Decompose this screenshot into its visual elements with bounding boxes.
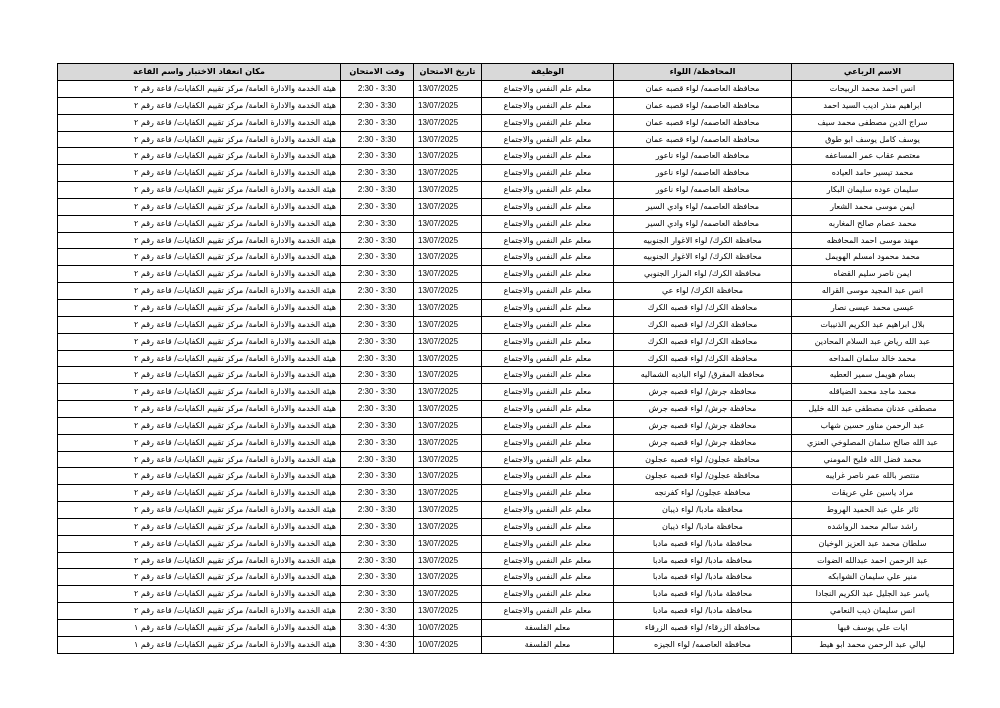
cell-time: 2:30 - 3:30 [341, 401, 414, 418]
table-row [58, 350, 954, 367]
cell-date: 13/07/2025 [414, 401, 482, 418]
table-row [58, 417, 954, 434]
cell-date: 13/07/2025 [414, 552, 482, 569]
cell-job: معلم علم النفس والاجتماع [482, 367, 614, 384]
cell-governorate: محافظة الكرك/ لواء قصبه الكرك [614, 333, 792, 350]
cell-governorate: محافظة مادبا/ لواء ذيبان [614, 518, 792, 535]
table-row [58, 401, 954, 418]
cell-job: معلم علم النفس والاجتماع [482, 283, 614, 300]
cell-job: معلم علم النفس والاجتماع [482, 535, 614, 552]
cell-job: معلم علم النفس والاجتماع [482, 586, 614, 603]
cell-place: هيئة الخدمة والادارة العامة/ مركز تقييم الكفايات/ قاعة رقم ٢ [58, 518, 341, 535]
cell-name: محمد محمود امسلم الهويمل [792, 249, 954, 266]
cell-name: محمد تيسير حامد العياده [792, 165, 954, 182]
cell-date: 13/07/2025 [414, 114, 482, 131]
cell-time: 2:30 - 3:30 [341, 569, 414, 586]
cell-governorate: محافظة العاصمه/ لواء ناعور [614, 165, 792, 182]
exam-schedule-sheet [57, 63, 953, 654]
cell-governorate: محافظة الكرك/ لواء قصبه الكرك [614, 316, 792, 333]
cell-date: 13/07/2025 [414, 215, 482, 232]
exam-schedule-table [57, 63, 954, 654]
table-row [58, 333, 954, 350]
table-header-row [58, 64, 954, 81]
cell-name: انس سليمان ذيب النعامي [792, 603, 954, 620]
header-governorate: المحافظة/ اللواء [614, 64, 792, 81]
cell-date: 13/07/2025 [414, 502, 482, 519]
cell-date: 13/07/2025 [414, 148, 482, 165]
cell-governorate: محافظة الزرقاء/ لواء قصبه الزرقاء [614, 620, 792, 637]
cell-date: 13/07/2025 [414, 417, 482, 434]
cell-time: 2:30 - 3:30 [341, 316, 414, 333]
cell-job: معلم علم النفس والاجتماع [482, 434, 614, 451]
table-row [58, 299, 954, 316]
cell-date: 10/07/2025 [414, 620, 482, 637]
cell-governorate: محافظة العاصمه/ لواء قصبه عمان [614, 131, 792, 148]
cell-time: 2:30 - 3:30 [341, 417, 414, 434]
cell-job: معلم علم النفس والاجتماع [482, 485, 614, 502]
cell-name: انس عبد المجيد موسى القراله [792, 283, 954, 300]
cell-place: هيئة الخدمة والادارة العامة/ مركز تقييم الكفايات/ قاعة رقم ٢ [58, 198, 341, 215]
cell-name: بسام هويمل سمير العطيه [792, 367, 954, 384]
cell-job: معلم علم النفس والاجتماع [482, 81, 614, 98]
cell-time: 2:30 - 3:30 [341, 97, 414, 114]
cell-date: 13/07/2025 [414, 367, 482, 384]
cell-place: هيئة الخدمة والادارة العامة/ مركز تقييم الكفايات/ قاعة رقم ٢ [58, 434, 341, 451]
cell-governorate: محافظة العاصمه/ لواء ناعور [614, 148, 792, 165]
cell-date: 13/07/2025 [414, 350, 482, 367]
cell-date: 13/07/2025 [414, 468, 482, 485]
cell-place: هيئة الخدمة والادارة العامة/ مركز تقييم الكفايات/ قاعة رقم ٢ [58, 367, 341, 384]
cell-job: معلم علم النفس والاجتماع [482, 165, 614, 182]
cell-place: هيئة الخدمة والادارة العامة/ مركز تقييم الكفايات/ قاعة رقم ٢ [58, 81, 341, 98]
cell-name: راشد سالم محمد الرواشده [792, 518, 954, 535]
cell-job: معلم علم النفس والاجتماع [482, 198, 614, 215]
cell-name: ليالي عبد الرحمن محمد ابو هيط [792, 636, 954, 653]
cell-place: هيئة الخدمة والادارة العامة/ مركز تقييم الكفايات/ قاعة رقم ٢ [58, 417, 341, 434]
header-name: الاسم الرباعي [792, 64, 954, 81]
cell-governorate: محافظة جرش/ لواء قصبه جرش [614, 434, 792, 451]
cell-job: معلم علم النفس والاجتماع [482, 215, 614, 232]
cell-job: معلم علم النفس والاجتماع [482, 603, 614, 620]
cell-date: 13/07/2025 [414, 569, 482, 586]
cell-date: 13/07/2025 [414, 603, 482, 620]
cell-date: 13/07/2025 [414, 97, 482, 114]
cell-time: 2:30 - 3:30 [341, 131, 414, 148]
cell-time: 2:30 - 3:30 [341, 148, 414, 165]
cell-date: 13/07/2025 [414, 518, 482, 535]
cell-name: ايمن موسى محمد الشعار [792, 198, 954, 215]
cell-place: هيئة الخدمة والادارة العامة/ مركز تقييم الكفايات/ قاعة رقم ٢ [58, 333, 341, 350]
cell-name: عبد الله رياض عبد السلام المحادين [792, 333, 954, 350]
cell-date: 13/07/2025 [414, 81, 482, 98]
cell-date: 13/07/2025 [414, 299, 482, 316]
cell-time: 2:30 - 3:30 [341, 165, 414, 182]
cell-job: معلم علم النفس والاجتماع [482, 569, 614, 586]
cell-job: معلم علم النفس والاجتماع [482, 468, 614, 485]
table-row [58, 97, 954, 114]
cell-time: 2:30 - 3:30 [341, 603, 414, 620]
cell-place: هيئة الخدمة والادارة العامة/ مركز تقييم الكفايات/ قاعة رقم ٢ [58, 131, 341, 148]
table-row [58, 620, 954, 637]
cell-name: منير علي سليمان الشوابكه [792, 569, 954, 586]
cell-date: 13/07/2025 [414, 434, 482, 451]
cell-time: 2:30 - 3:30 [341, 266, 414, 283]
cell-name: محمد ماجد محمد الضياقله [792, 384, 954, 401]
cell-governorate: محافظة الكرك/ لواء الاغوار الجنوبيه [614, 232, 792, 249]
table-row [58, 468, 954, 485]
cell-date: 13/07/2025 [414, 283, 482, 300]
cell-place: هيئة الخدمة والادارة العامة/ مركز تقييم الكفايات/ قاعة رقم ٢ [58, 552, 341, 569]
cell-name: ايات علي يوسف قبها [792, 620, 954, 637]
cell-governorate: محافظة العاصمه/ لواء قصبه عمان [614, 81, 792, 98]
cell-time: 2:30 - 3:30 [341, 586, 414, 603]
cell-time: 2:30 - 3:30 [341, 299, 414, 316]
cell-governorate: محافظة جرش/ لواء قصبه جرش [614, 401, 792, 418]
cell-name: مصطفى عدنان مصطفى عبد الله خليل [792, 401, 954, 418]
cell-place: هيئة الخدمة والادارة العامة/ مركز تقييم الكفايات/ قاعة رقم ٢ [58, 266, 341, 283]
cell-job: معلم علم النفس والاجتماع [482, 232, 614, 249]
cell-place: هيئة الخدمة والادارة العامة/ مركز تقييم الكفايات/ قاعة رقم ٢ [58, 249, 341, 266]
cell-governorate: محافظة الكرك/ لواء قصبه الكرك [614, 350, 792, 367]
cell-job: معلم علم النفس والاجتماع [482, 417, 614, 434]
cell-place: هيئة الخدمة والادارة العامة/ مركز تقييم الكفايات/ قاعة رقم ٢ [58, 283, 341, 300]
cell-job: معلم علم النفس والاجتماع [482, 148, 614, 165]
cell-place: هيئة الخدمة والادارة العامة/ مركز تقييم الكفايات/ قاعة رقم ٢ [58, 316, 341, 333]
header-time: وقت الامتحان [341, 64, 414, 81]
cell-date: 13/07/2025 [414, 535, 482, 552]
table-row [58, 215, 954, 232]
cell-name: سلطان محمد عبد العزيز الوخيان [792, 535, 954, 552]
cell-name: عبد الرحمن احمد عبدالله الضوات [792, 552, 954, 569]
cell-name: مهند موسى احمد المحافظه [792, 232, 954, 249]
cell-time: 2:30 - 3:30 [341, 232, 414, 249]
cell-governorate: محافظة عجلون/ لواء قصبه عجلون [614, 468, 792, 485]
cell-job: معلم علم النفس والاجتماع [482, 518, 614, 535]
table-row [58, 603, 954, 620]
table-row [58, 552, 954, 569]
cell-time: 2:30 - 3:30 [341, 518, 414, 535]
cell-job: معلم علم النفس والاجتماع [482, 316, 614, 333]
cell-place: هيئة الخدمة والادارة العامة/ مركز تقييم الكفايات/ قاعة رقم ١ [58, 636, 341, 653]
cell-name: سليمان عوده سليمان البكار [792, 182, 954, 199]
cell-governorate: محافظة جرش/ لواء قصبه جرش [614, 384, 792, 401]
cell-time: 2:30 - 3:30 [341, 434, 414, 451]
cell-name: انس احمد محمد الربيحات [792, 81, 954, 98]
cell-job: معلم علم النفس والاجتماع [482, 182, 614, 199]
cell-place: هيئة الخدمة والادارة العامة/ مركز تقييم الكفايات/ قاعة رقم ٢ [58, 182, 341, 199]
table-row [58, 232, 954, 249]
cell-time: 2:30 - 3:30 [341, 283, 414, 300]
cell-name: يوسف كامل يوسف ابو طوق [792, 131, 954, 148]
cell-place: هيئة الخدمة والادارة العامة/ مركز تقييم الكفايات/ قاعة رقم ٢ [58, 350, 341, 367]
cell-name: محمد فضل الله فليح المومني [792, 451, 954, 468]
cell-time: 3:30 - 4:30 [341, 636, 414, 653]
cell-place: هيئة الخدمة والادارة العامة/ مركز تقييم الكفايات/ قاعة رقم ١ [58, 620, 341, 637]
cell-place: هيئة الخدمة والادارة العامة/ مركز تقييم الكفايات/ قاعة رقم ٢ [58, 401, 341, 418]
cell-name: بلال ابراهيم عبد الكريم الذنيبات [792, 316, 954, 333]
cell-governorate: محافظة الكرك/ لواء عي [614, 283, 792, 300]
table-row [58, 249, 954, 266]
cell-time: 2:30 - 3:30 [341, 182, 414, 199]
cell-name: عبد الله صالح سلمان المصلوخي العنزي [792, 434, 954, 451]
cell-name: ياسر عبد الجليل عبد الكريم النجادا [792, 586, 954, 603]
cell-time: 2:30 - 3:30 [341, 114, 414, 131]
cell-date: 13/07/2025 [414, 451, 482, 468]
cell-time: 2:30 - 3:30 [341, 333, 414, 350]
table-row [58, 283, 954, 300]
cell-name: عيسى محمد عيسى نصار [792, 299, 954, 316]
table-row [58, 198, 954, 215]
cell-job: معلم علم النفس والاجتماع [482, 266, 614, 283]
cell-governorate: محافظة العاصمه/ لواء ناعور [614, 182, 792, 199]
cell-date: 13/07/2025 [414, 586, 482, 603]
cell-date: 13/07/2025 [414, 384, 482, 401]
cell-job: معلم علم النفس والاجتماع [482, 350, 614, 367]
cell-date: 13/07/2025 [414, 131, 482, 148]
cell-name: ايمن ناصر سليم القضاه [792, 266, 954, 283]
cell-governorate: محافظة مادبا/ لواء قصبه مادبا [614, 535, 792, 552]
cell-time: 2:30 - 3:30 [341, 81, 414, 98]
cell-time: 2:30 - 3:30 [341, 485, 414, 502]
table-row [58, 502, 954, 519]
header-date: تاريخ الامتحان [414, 64, 482, 81]
cell-date: 13/07/2025 [414, 485, 482, 502]
cell-place: هيئة الخدمة والادارة العامة/ مركز تقييم الكفايات/ قاعة رقم ٢ [58, 468, 341, 485]
cell-job: معلم علم النفس والاجتماع [482, 552, 614, 569]
cell-date: 13/07/2025 [414, 165, 482, 182]
cell-date: 13/07/2025 [414, 182, 482, 199]
cell-time: 2:30 - 3:30 [341, 249, 414, 266]
cell-name: عبد الرحمن مناور حسين شهاب [792, 417, 954, 434]
cell-job: معلم علم النفس والاجتماع [482, 333, 614, 350]
cell-governorate: محافظة الكرك/ لواء المزار الجنوبي [614, 266, 792, 283]
cell-job: معلم علم النفس والاجتماع [482, 299, 614, 316]
cell-place: هيئة الخدمة والادارة العامة/ مركز تقييم الكفايات/ قاعة رقم ٢ [58, 299, 341, 316]
cell-date: 13/07/2025 [414, 198, 482, 215]
cell-governorate: محافظة العاصمه/ لواء وادي السير [614, 198, 792, 215]
cell-time: 2:30 - 3:30 [341, 552, 414, 569]
cell-place: هيئة الخدمة والادارة العامة/ مركز تقييم الكفايات/ قاعة رقم ٢ [58, 535, 341, 552]
cell-time: 2:30 - 3:30 [341, 350, 414, 367]
cell-place: هيئة الخدمة والادارة العامة/ مركز تقييم الكفايات/ قاعة رقم ٢ [58, 215, 341, 232]
cell-governorate: محافظة الكرك/ لواء الاغوار الجنوبيه [614, 249, 792, 266]
table-row [58, 384, 954, 401]
cell-date: 13/07/2025 [414, 333, 482, 350]
cell-time: 2:30 - 3:30 [341, 468, 414, 485]
cell-place: هيئة الخدمة والادارة العامة/ مركز تقييم الكفايات/ قاعة رقم ٢ [58, 485, 341, 502]
cell-place: هيئة الخدمة والادارة العامة/ مركز تقييم الكفايات/ قاعة رقم ٢ [58, 148, 341, 165]
cell-governorate: محافظة الكرك/ لواء قصبه الكرك [614, 299, 792, 316]
cell-date: 13/07/2025 [414, 249, 482, 266]
cell-name: ثائر علي عبد الحميد الهروط [792, 502, 954, 519]
cell-place: هيئة الخدمة والادارة العامة/ مركز تقييم الكفايات/ قاعة رقم ٢ [58, 97, 341, 114]
cell-job: معلم علم النفس والاجتماع [482, 249, 614, 266]
table-row [58, 81, 954, 98]
table-row [58, 165, 954, 182]
table-body [58, 81, 954, 654]
cell-job: معلم علم النفس والاجتماع [482, 502, 614, 519]
cell-job: معلم الفلسفة [482, 620, 614, 637]
table-row [58, 148, 954, 165]
table-row [58, 586, 954, 603]
cell-governorate: محافظة مادبا/ لواء قصبه مادبا [614, 603, 792, 620]
cell-name: معتصم عقاب عمر المساعفه [792, 148, 954, 165]
table-row [58, 131, 954, 148]
cell-name: سراج الدين مصطفى محمد سيف [792, 114, 954, 131]
cell-governorate: محافظة مادبا/ لواء قصبه مادبا [614, 569, 792, 586]
cell-job: معلم علم النفس والاجتماع [482, 114, 614, 131]
cell-name: مراد ياسين علي عريقات [792, 485, 954, 502]
cell-governorate: محافظة العاصمه/ لواء الجيزه [614, 636, 792, 653]
table-row [58, 114, 954, 131]
header-job: الوظيفة [482, 64, 614, 81]
table-row [58, 316, 954, 333]
cell-governorate: محافظة عجلون/ لواء كفرنجه [614, 485, 792, 502]
cell-governorate: محافظة جرش/ لواء قصبه جرش [614, 417, 792, 434]
cell-time: 2:30 - 3:30 [341, 215, 414, 232]
cell-name: محمد عصام صالح المغاربه [792, 215, 954, 232]
cell-governorate: محافظة العاصمه/ لواء قصبه عمان [614, 114, 792, 131]
table-row [58, 518, 954, 535]
cell-governorate: محافظة المفرق/ لواء الباديه الشماليه [614, 367, 792, 384]
table-row [58, 434, 954, 451]
cell-time: 2:30 - 3:30 [341, 384, 414, 401]
cell-job: معلم علم النفس والاجتماع [482, 451, 614, 468]
table-row [58, 182, 954, 199]
cell-place: هيئة الخدمة والادارة العامة/ مركز تقييم الكفايات/ قاعة رقم ٢ [58, 451, 341, 468]
table-row [58, 485, 954, 502]
table-row [58, 535, 954, 552]
cell-date: 13/07/2025 [414, 232, 482, 249]
cell-job: معلم علم النفس والاجتماع [482, 97, 614, 114]
cell-job: معلم الفلسفة [482, 636, 614, 653]
cell-place: هيئة الخدمة والادارة العامة/ مركز تقييم الكفايات/ قاعة رقم ٢ [58, 603, 341, 620]
cell-governorate: محافظة العاصمه/ لواء وادي السير [614, 215, 792, 232]
cell-job: معلم علم النفس والاجتماع [482, 131, 614, 148]
cell-time: 2:30 - 3:30 [341, 198, 414, 215]
cell-governorate: محافظة العاصمه/ لواء قصبه عمان [614, 97, 792, 114]
cell-place: هيئة الخدمة والادارة العامة/ مركز تقييم الكفايات/ قاعة رقم ٢ [58, 502, 341, 519]
cell-job: معلم علم النفس والاجتماع [482, 384, 614, 401]
cell-date: 13/07/2025 [414, 316, 482, 333]
cell-place: هيئة الخدمة والادارة العامة/ مركز تقييم الكفايات/ قاعة رقم ٢ [58, 232, 341, 249]
cell-place: هيئة الخدمة والادارة العامة/ مركز تقييم الكفايات/ قاعة رقم ٢ [58, 569, 341, 586]
table-row [58, 569, 954, 586]
cell-place: هيئة الخدمة والادارة العامة/ مركز تقييم الكفايات/ قاعة رقم ٢ [58, 165, 341, 182]
cell-place: هيئة الخدمة والادارة العامة/ مركز تقييم الكفايات/ قاعة رقم ٢ [58, 586, 341, 603]
header-place: مكان انعقاد الاختبار واسم القاعة [58, 64, 341, 81]
table-row [58, 451, 954, 468]
cell-governorate: محافظة مادبا/ لواء قصبه مادبا [614, 586, 792, 603]
cell-governorate: محافظة عجلون/ لواء قصبه عجلون [614, 451, 792, 468]
table-row [58, 266, 954, 283]
cell-job: معلم علم النفس والاجتماع [482, 401, 614, 418]
cell-date: 10/07/2025 [414, 636, 482, 653]
cell-name: منتصر بالله عمر ناصر غرايبه [792, 468, 954, 485]
cell-name: محمد خالد سلمان المداحه [792, 350, 954, 367]
table-row [58, 636, 954, 653]
cell-governorate: محافظة مادبا/ لواء قصبه مادبا [614, 552, 792, 569]
cell-time: 3:30 - 4:30 [341, 620, 414, 637]
cell-place: هيئة الخدمة والادارة العامة/ مركز تقييم الكفايات/ قاعة رقم ٢ [58, 114, 341, 131]
cell-time: 2:30 - 3:30 [341, 502, 414, 519]
table-row [58, 367, 954, 384]
cell-time: 2:30 - 3:30 [341, 367, 414, 384]
cell-time: 2:30 - 3:30 [341, 451, 414, 468]
cell-place: هيئة الخدمة والادارة العامة/ مركز تقييم الكفايات/ قاعة رقم ٢ [58, 384, 341, 401]
cell-governorate: محافظة مادبا/ لواء ذيبان [614, 502, 792, 519]
cell-name: ابراهيم منذر اديب السيد احمد [792, 97, 954, 114]
cell-time: 2:30 - 3:30 [341, 535, 414, 552]
cell-date: 13/07/2025 [414, 266, 482, 283]
